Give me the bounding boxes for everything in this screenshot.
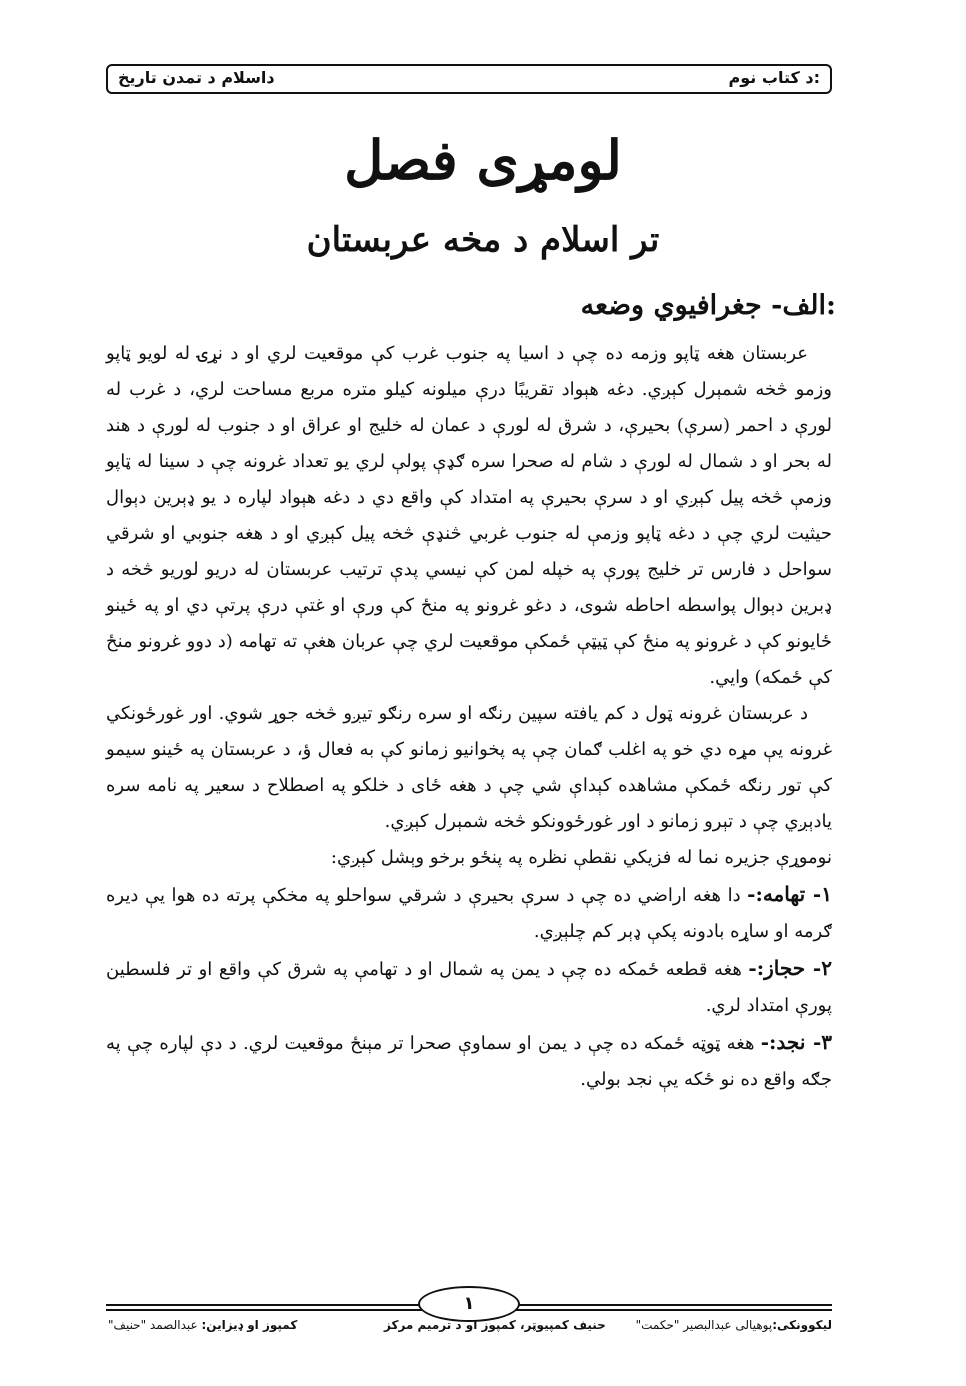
- item-label: ۱- تهامه:-: [747, 882, 832, 906]
- paragraph: عربستان هغه ټاپو وزمه ده چې د اسیا په جنوب غرب کې موقعیت لري او د نړۍ له لویو ټاپو وزمو څخه شمېرل کېږي. دغه هېواد تقریبًا درې میلونه کیلو متره مربع مساحت لري، د غرب له لورې د احمر (سرې) بحیرې، د شرق له لورې د عمان له خلیج او عراق او د جنوب له لورې د هند له بحر او د شمال له لورې د شام له صحرا سره ګډې پولې لري یو تعداد غرونه چې د سینا له ټاپو وزمې څخه پیل کېږي او د سرې بحیرې په امتداد کې واقع دي د دغه هېواد لپاره د یو ډېرین دېوال حیثیت لري چې د دغه ټاپو وزمې له جنوب غربي څنډې څخه پیل کېږي او د هغه جنوبي او شرقي سواحل د فارس تر خلیج پورې په خپله لمن کې نیسي پدې ترتیب عربستان له دریو لوریو څخه د ډبرین دېوال پواسطه احاطه شوی، د دغو غرونو په منځ کې ورې او غتې درې پرتې دي او په ځینو ځایونو کې د غرونو په منځ کې ټیټې ځمکې موقعیت لري چې عربان هغې ته تهامه (د دوو غرونو منځ کې ځمکه) وايي.: [106, 343, 832, 688]
- section-heading: الف- جغرافیوي وضعه:: [580, 290, 836, 321]
- author-name: پوهیالی عبدالبصیر "حکمت": [635, 1318, 773, 1332]
- item-label: ۳- نجد:-: [760, 1030, 833, 1054]
- chapter-subtitle: تر اسلام د مخه عربستان: [306, 220, 660, 260]
- paragraph: نوموړې جزیره نما له فزیکي نقطې نظره په پنځو برخو وېشل کېږي:: [330, 847, 832, 868]
- footer-center: حنیف کمپیوټر، کمپوز او د ترمیم مرکز: [384, 1318, 606, 1332]
- body-text: [106, 336, 832, 1098]
- composer-name: عبدالصمد "حنیف": [108, 1318, 198, 1332]
- author-label: لیکوونکی:: [772, 1318, 832, 1332]
- chapter-title: لومړی فصل: [344, 128, 622, 192]
- book-name-label: د کتاب نوم:: [728, 68, 820, 87]
- page-number: ۱: [418, 1286, 520, 1322]
- list-item: [106, 876, 832, 950]
- item-text: هغه ټوټه ځمکه ده چې د یمن او سماوې صحرا تر مېنځ موقعیت لري. د دې لپاره چې په جګه واقع ده نو ځکه یې نجد بولي.: [106, 1033, 832, 1090]
- item-text: دا هغه اراضي ده چې د سرې بحیرې د شرقي سواحلو په مخکې پرته ده هوا یې دیره ګرمه او ساړه بادونه پکې ډېر کم چلېږي.: [106, 885, 832, 942]
- paragraph: د عربستان غرونه ټول د کم یافته سپین رنګه او سره رنګو تیږو څخه جوړ شوي. اور غورځونکي غرونه یې مړه دي خو په اغلب ګمان چې په پخوانیو زمانو کې به فعال ؤ، د عربستان په ځینو سیمو کې تور رنګه ځمکې مشاهده کېداې شي چې د هغه ځای د خلکو په اصطلاح د سعیر په نامه سره یادېږي چې د تېرو زمانو د اور غورځوونکو څخه شمېرل کېږي.: [106, 703, 832, 832]
- footer-composer: [108, 1318, 297, 1332]
- book-name-value: داسلام د تمدن تاریخ: [118, 68, 275, 87]
- item-text: هغه قطعه ځمکه ده چې د یمن په شمال او د تهامې په شرق کې واقع او تر فلسطین پورې امتداد لري.: [106, 959, 832, 1016]
- book-title-box: [106, 64, 832, 94]
- item-label: ۲- حجاز:-: [748, 956, 832, 980]
- composer-label: کمپوز او ډیزاین:: [201, 1318, 298, 1332]
- list-item: [106, 1024, 832, 1098]
- footer-author: [636, 1318, 832, 1332]
- list-item: [106, 950, 832, 1024]
